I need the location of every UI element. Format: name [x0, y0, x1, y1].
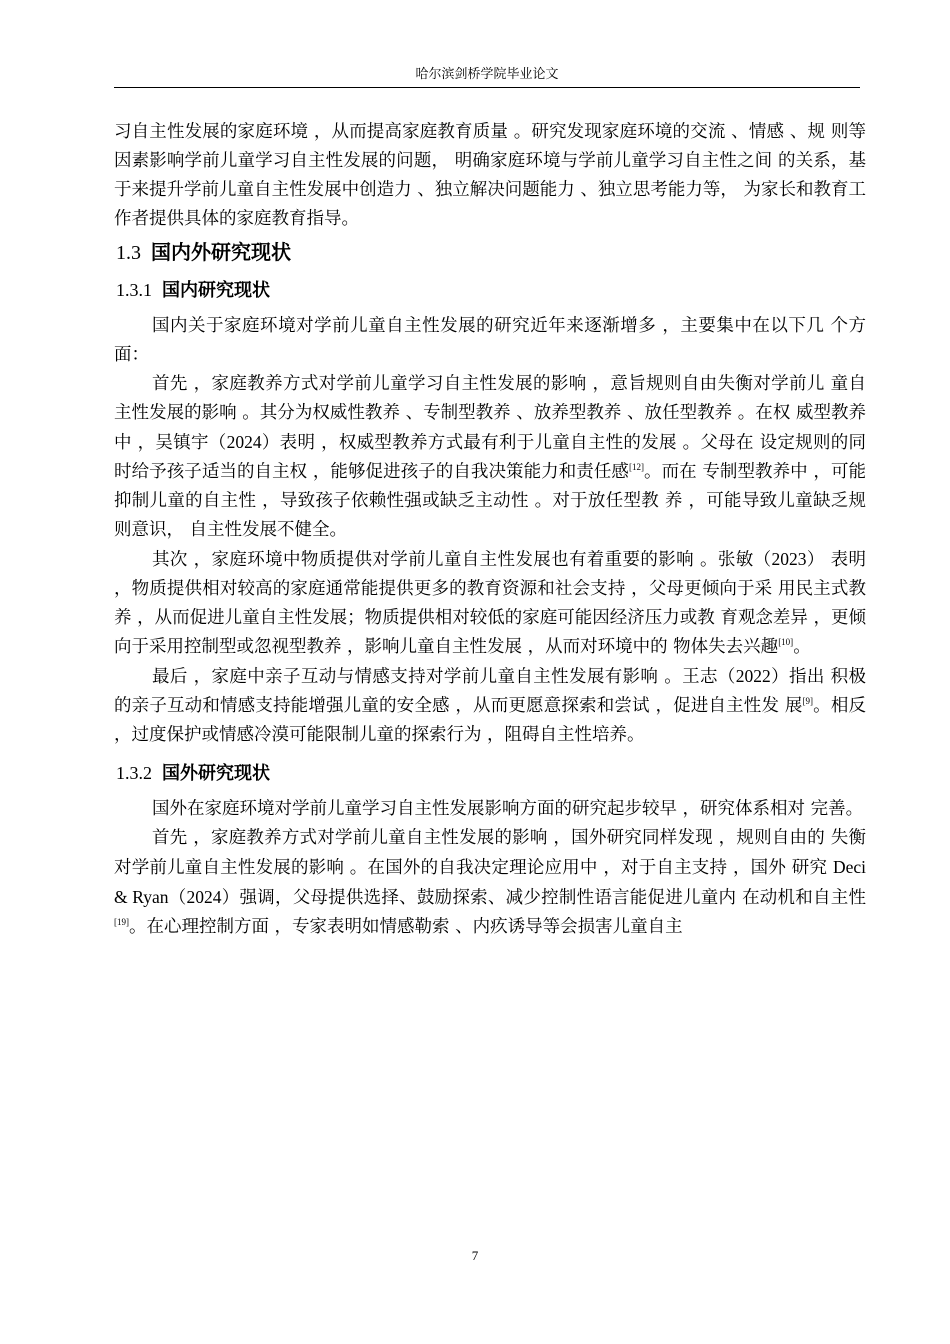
page-body [114, 118, 866, 942]
citation-ref: [12] [628, 462, 644, 473]
page-number: 7 [471, 1248, 479, 1263]
citation-year: 2022 [735, 666, 771, 686]
domestic-paragraph-1: 国内关于家庭环境对学前儿童自主性发展的研究近年来逐渐增多 ，主要集中在以下几 个方面： [114, 316, 866, 365]
domestic-paragraph-3: 其次 ，家庭环境中物质提供对学前儿童自主性发展也有着重要的影响 。张敏（2023） 表明 ，物质提供相对较高的家庭通常能提供更多的教育资源和社会支持 ，父母更倾向于采 用民主式教养 ，从而促进儿童自主性发展；物质提供相对较低的家庭可能因经济压力或教 育观念差异 ，更倾向于采用控制型或忽视型教养 ，影响儿童自主性发展 ，从而对环境中的 物体失去兴趣[10]。 [114, 549, 867, 657]
section-heading-1-3 [116, 238, 866, 267]
cited-authors: Deci & Ryan [114, 857, 866, 907]
citation-ref: [9] [802, 696, 813, 707]
section-title: 国内外研究现状 [151, 240, 291, 264]
subsection-heading-1-3-2 [116, 760, 866, 787]
citation-year: 2024 [186, 887, 222, 907]
subsection-heading-1-3-1 [116, 277, 866, 304]
header-rule [114, 87, 860, 88]
intro-paragraph: 习自主性发展的家庭环境 ，从而提高家庭教育质量 。研究发现家庭环境的交流 、情感 、规 则等因素影响学前儿童学习自主性发展的问题， 明确家庭环境与学前儿童学习自主性之间 的关系，基于来提升学前儿童自主性发展中创造力 、独立解决问题能力 、独立思考能力等， 为家长和教育工作者提供具体的家庭教育指导。 [114, 122, 866, 229]
subsection-title: 国内研究现状 [162, 280, 270, 301]
foreign-paragraph-2: 首先 ，家庭教养方式对学前儿童自主性发展的影响 ，国外研究同样发现 ，规则自由的 失衡对学前儿童自主性发展的影响 。在国外的自我决定理论应用中 ，对于自主支持 ，国外 研究 Deci & Ryan（2024）强调，父母提供选择、鼓励探索、减少控制性语言能促进儿童内 在动机和自主性[19]。在心理控制方面 ，专家表明如情感勒索 、内疚诱导等会损害儿童自主 [114, 828, 867, 937]
subsection-number: 1.3.2 [116, 763, 152, 783]
domestic-paragraph-2: 首先 ，家庭教养方式对学前儿童学习自主性发展的影响 ，意旨规则自由失衡对学前儿 童自主性发展的影响 。其分为权威性教养 、专制型教养 、放养型教养 、放任型教养 。在权 威型教养中 ，吴镇宇（2024）表明 ，权威型教养方式最有利于儿童自主性的发展 。父母在 设定规则的同时给予孩子适当的自主权 ，能够促进孩子的自我决策能力和责任感[12]。而在 专制型教养中 ，可能抑制儿童的自主性 ，导致孩子依赖性强或缺乏主动性 。对于放任型教 养 ，可能导致儿童缺乏规则意识， 自主性发展不健全。 [114, 374, 867, 540]
running-header: 哈尔滨剑桥学院毕业论文 [415, 67, 559, 82]
subsection-title: 国外研究现状 [162, 763, 270, 784]
section-number: 1.3 [116, 242, 141, 264]
citation-year: 2024 [226, 432, 262, 452]
foreign-paragraph-1: 国外在家庭环境对学前儿童学习自主性发展影响方面的研究起步较早 ，研究体系相对 完善。 [152, 799, 864, 819]
citation-year: 2023 [771, 549, 807, 569]
citation-ref: [19] [114, 917, 129, 928]
subsection-number: 1.3.1 [116, 280, 152, 300]
domestic-paragraph-4: 最后 ，家庭中亲子互动与情感支持对学前儿童自主性发展有影响 。王志（2022）指出 积极的亲子互动和情感支持能增强儿童的安全感 ，从而更愿意探索和尝试 ，促进自主性发 展[9]。相反 ，过度保护或情感冷漠可能限制儿童的探索行为 ，阻碍自主性培养。 [114, 666, 867, 745]
citation-ref: [10] [778, 637, 794, 648]
